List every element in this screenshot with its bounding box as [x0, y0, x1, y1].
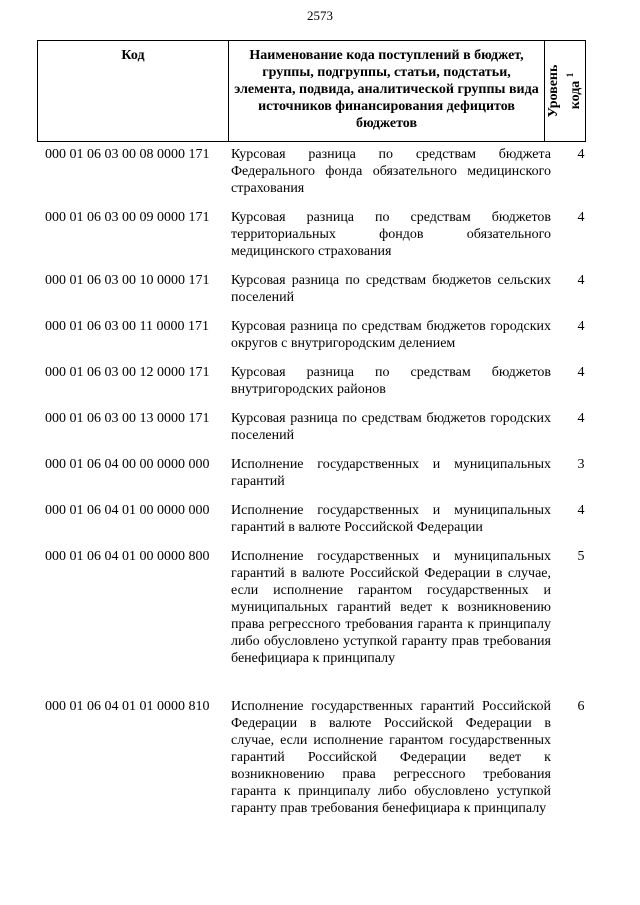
- row-level: 4: [577, 319, 585, 334]
- header-code: Код: [38, 41, 229, 142]
- row-level: 4: [577, 503, 585, 518]
- row-name: Курсовая разница по средствам бюджетов городских округов с внутригородским делением: [231, 319, 551, 351]
- row-level: 6: [577, 699, 585, 714]
- header-level: [545, 41, 586, 142]
- row-level: 3: [577, 457, 585, 472]
- row-level: 5: [577, 549, 585, 564]
- row-name: Исполнение государственных и муниципальных гарантий в валюте Российской Федерации в случае, если исполнение гарантом государственных и муниципальных гарантий ведет к возникновению права регрессного требования гаранта к принципалу либо обусловлено уступкой гаранту прав требования бенефициара к принципалу: [231, 549, 551, 666]
- row-name: Курсовая разница по средствам бюджетов сельских поселений: [231, 273, 551, 305]
- row-name: Исполнение государственных и муниципальных гарантий: [231, 457, 551, 489]
- row-name: Исполнение государственных и муниципальных гарантий в валюте Российской Федерации: [231, 503, 551, 535]
- row-code: 000 01 06 03 00 11 0000 171: [45, 319, 209, 334]
- row-code: 000 01 06 03 00 09 0000 171: [45, 210, 210, 225]
- row-level: 4: [577, 210, 585, 225]
- row-level: 4: [577, 411, 585, 426]
- row-code: 000 01 06 03 00 08 0000 171: [45, 147, 210, 162]
- page-number: 2573: [307, 8, 333, 23]
- row-level: 4: [577, 365, 585, 380]
- header-level-footnote: 1: [564, 72, 575, 78]
- row-code: 000 01 06 04 00 00 0000 000: [45, 457, 210, 472]
- row-name: Курсовая разница по средствам бюджетов городских поселений: [231, 411, 551, 443]
- row-level: 4: [577, 147, 585, 162]
- row-name: Курсовая разница по средствам бюджетов внутригородских районов: [231, 365, 551, 397]
- table-header: [37, 40, 586, 142]
- header-level-line2: кода: [567, 80, 583, 110]
- row-code: 000 01 06 04 01 01 0000 810: [45, 699, 210, 714]
- row-code: 000 01 06 03 00 13 0000 171: [45, 411, 210, 426]
- row-name: Курсовая разница по средствам бюджетов территориальных фондов обязательного медицинского страхования: [231, 210, 551, 259]
- row-code: 000 01 06 04 01 00 0000 800: [45, 549, 210, 564]
- header-level-line1: Уровень: [545, 64, 561, 118]
- header-name: Наименование кода поступлений в бюджет, группы, подгруппы, статьи, подстатьи, элемента, подвида, аналитической группы вида источников финансирования дефицитов бюджетов: [229, 41, 545, 142]
- row-code: 000 01 06 03 00 12 0000 171: [45, 365, 210, 380]
- row-code: 000 01 06 03 00 10 0000 171: [45, 273, 210, 288]
- row-level: 4: [577, 273, 585, 288]
- row-name: Исполнение государственных гарантий Российской Федерации в валюте Российской Федерации в случае, если исполнение гарантом государственных гарантий Российской Федерации ведет к возникновению права регрессного требования гаранта к принципалу либо обусловлено уступкой гаранту прав требования бенефициара к принципалу: [231, 699, 551, 816]
- row-code: 000 01 06 04 01 00 0000 000: [45, 503, 210, 518]
- row-name: Курсовая разница по средствам бюджета Федерального фонда обязательного медицинского страхования: [231, 147, 551, 196]
